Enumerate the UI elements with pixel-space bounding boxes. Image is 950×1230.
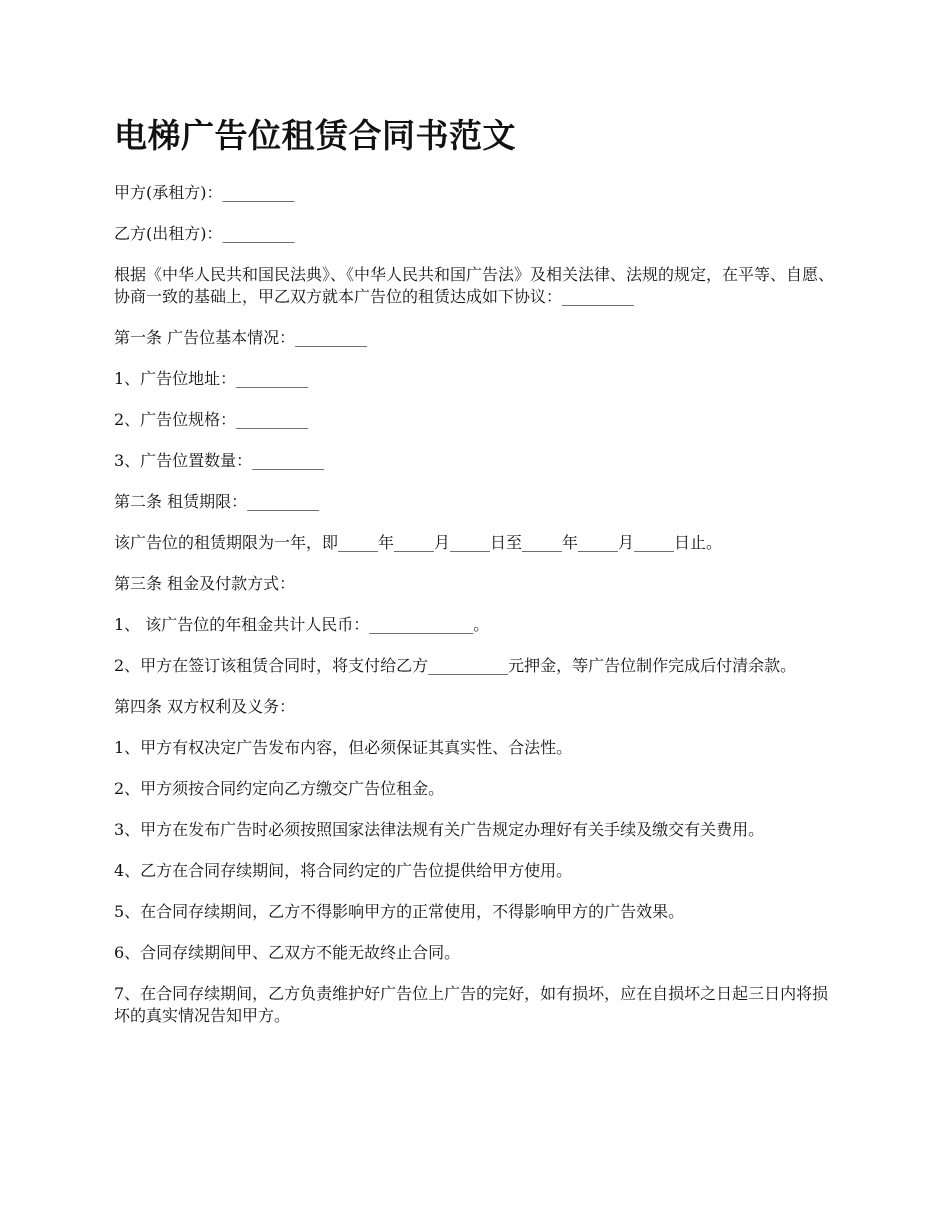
article-4-item-3: 3、甲方在发布广告时必须按照国家法律法规有关广告规定办理好有关手续及缴交有关费用。 [114,820,765,839]
article-1-heading: 第一条 广告位基本情况：_________ [114,328,368,347]
article-3-item-1: 1、 该广告位的年租金共计人民币：_____________。 [114,615,490,634]
article-4-item-2: 2、甲方须按合同约定向乙方缴交广告位租金。 [114,779,445,798]
article-4-item-7: 7、在合同存续期间，乙方负责维护好广告位上广告的完好，如有损坏，应在自损坏之日起三日内将损坏的真实情况告知甲方。 [114,984,829,1025]
preamble-paragraph: 根据《中华人民共和国民法典》、《中华人民共和国广告法》及相关法律、法规的规定，在平等、自愿、协商一致的基础上，甲乙双方就本广告位的租赁达成如下协议：_________ [114,265,835,306]
article-4-item-1: 1、甲方有权决定广告发布内容，但必须保证其真实性、合法性。 [114,738,573,757]
article-2-heading: 第二条 租赁期限：_________ [114,492,320,511]
article-4-item-6: 6、合同存续期间甲、乙双方不能无故终止合同。 [114,943,461,962]
article-4-item-4: 4、乙方在合同存续期间，将合同约定的广告位提供给甲方使用。 [114,861,573,880]
document-page [114,112,840,1046]
article-4-heading: 第四条 双方权利及义务： [114,697,296,716]
document-title: 电梯广告位租赁合同书范文 [114,116,516,155]
article-1-item-3: 3、广告位置数量：_________ [114,451,325,470]
article-2-term-paragraph: 该广告位的租赁期限为一年，即_____年_____月_____日至_____年_____月_____日止。 [114,533,723,552]
article-3-heading: 第三条 租金及付款方式： [114,574,296,593]
article-1-item-1: 1、广告位地址：_________ [114,369,309,388]
article-4-item-5: 5、在合同存续期间，乙方不得影响甲方的正常使用，不得影响甲方的广告效果。 [114,902,685,921]
article-1-item-2: 2、广告位规格：_________ [114,410,309,429]
party-a-line: 甲方(承租方)：_________ [114,183,295,202]
article-3-item-2: 2、甲方在签订该租赁合同时，将支付给乙方__________元押金，等广告位制作完成后付清余款。 [114,656,797,675]
party-b-line: 乙方(出租方)：_________ [114,224,295,243]
